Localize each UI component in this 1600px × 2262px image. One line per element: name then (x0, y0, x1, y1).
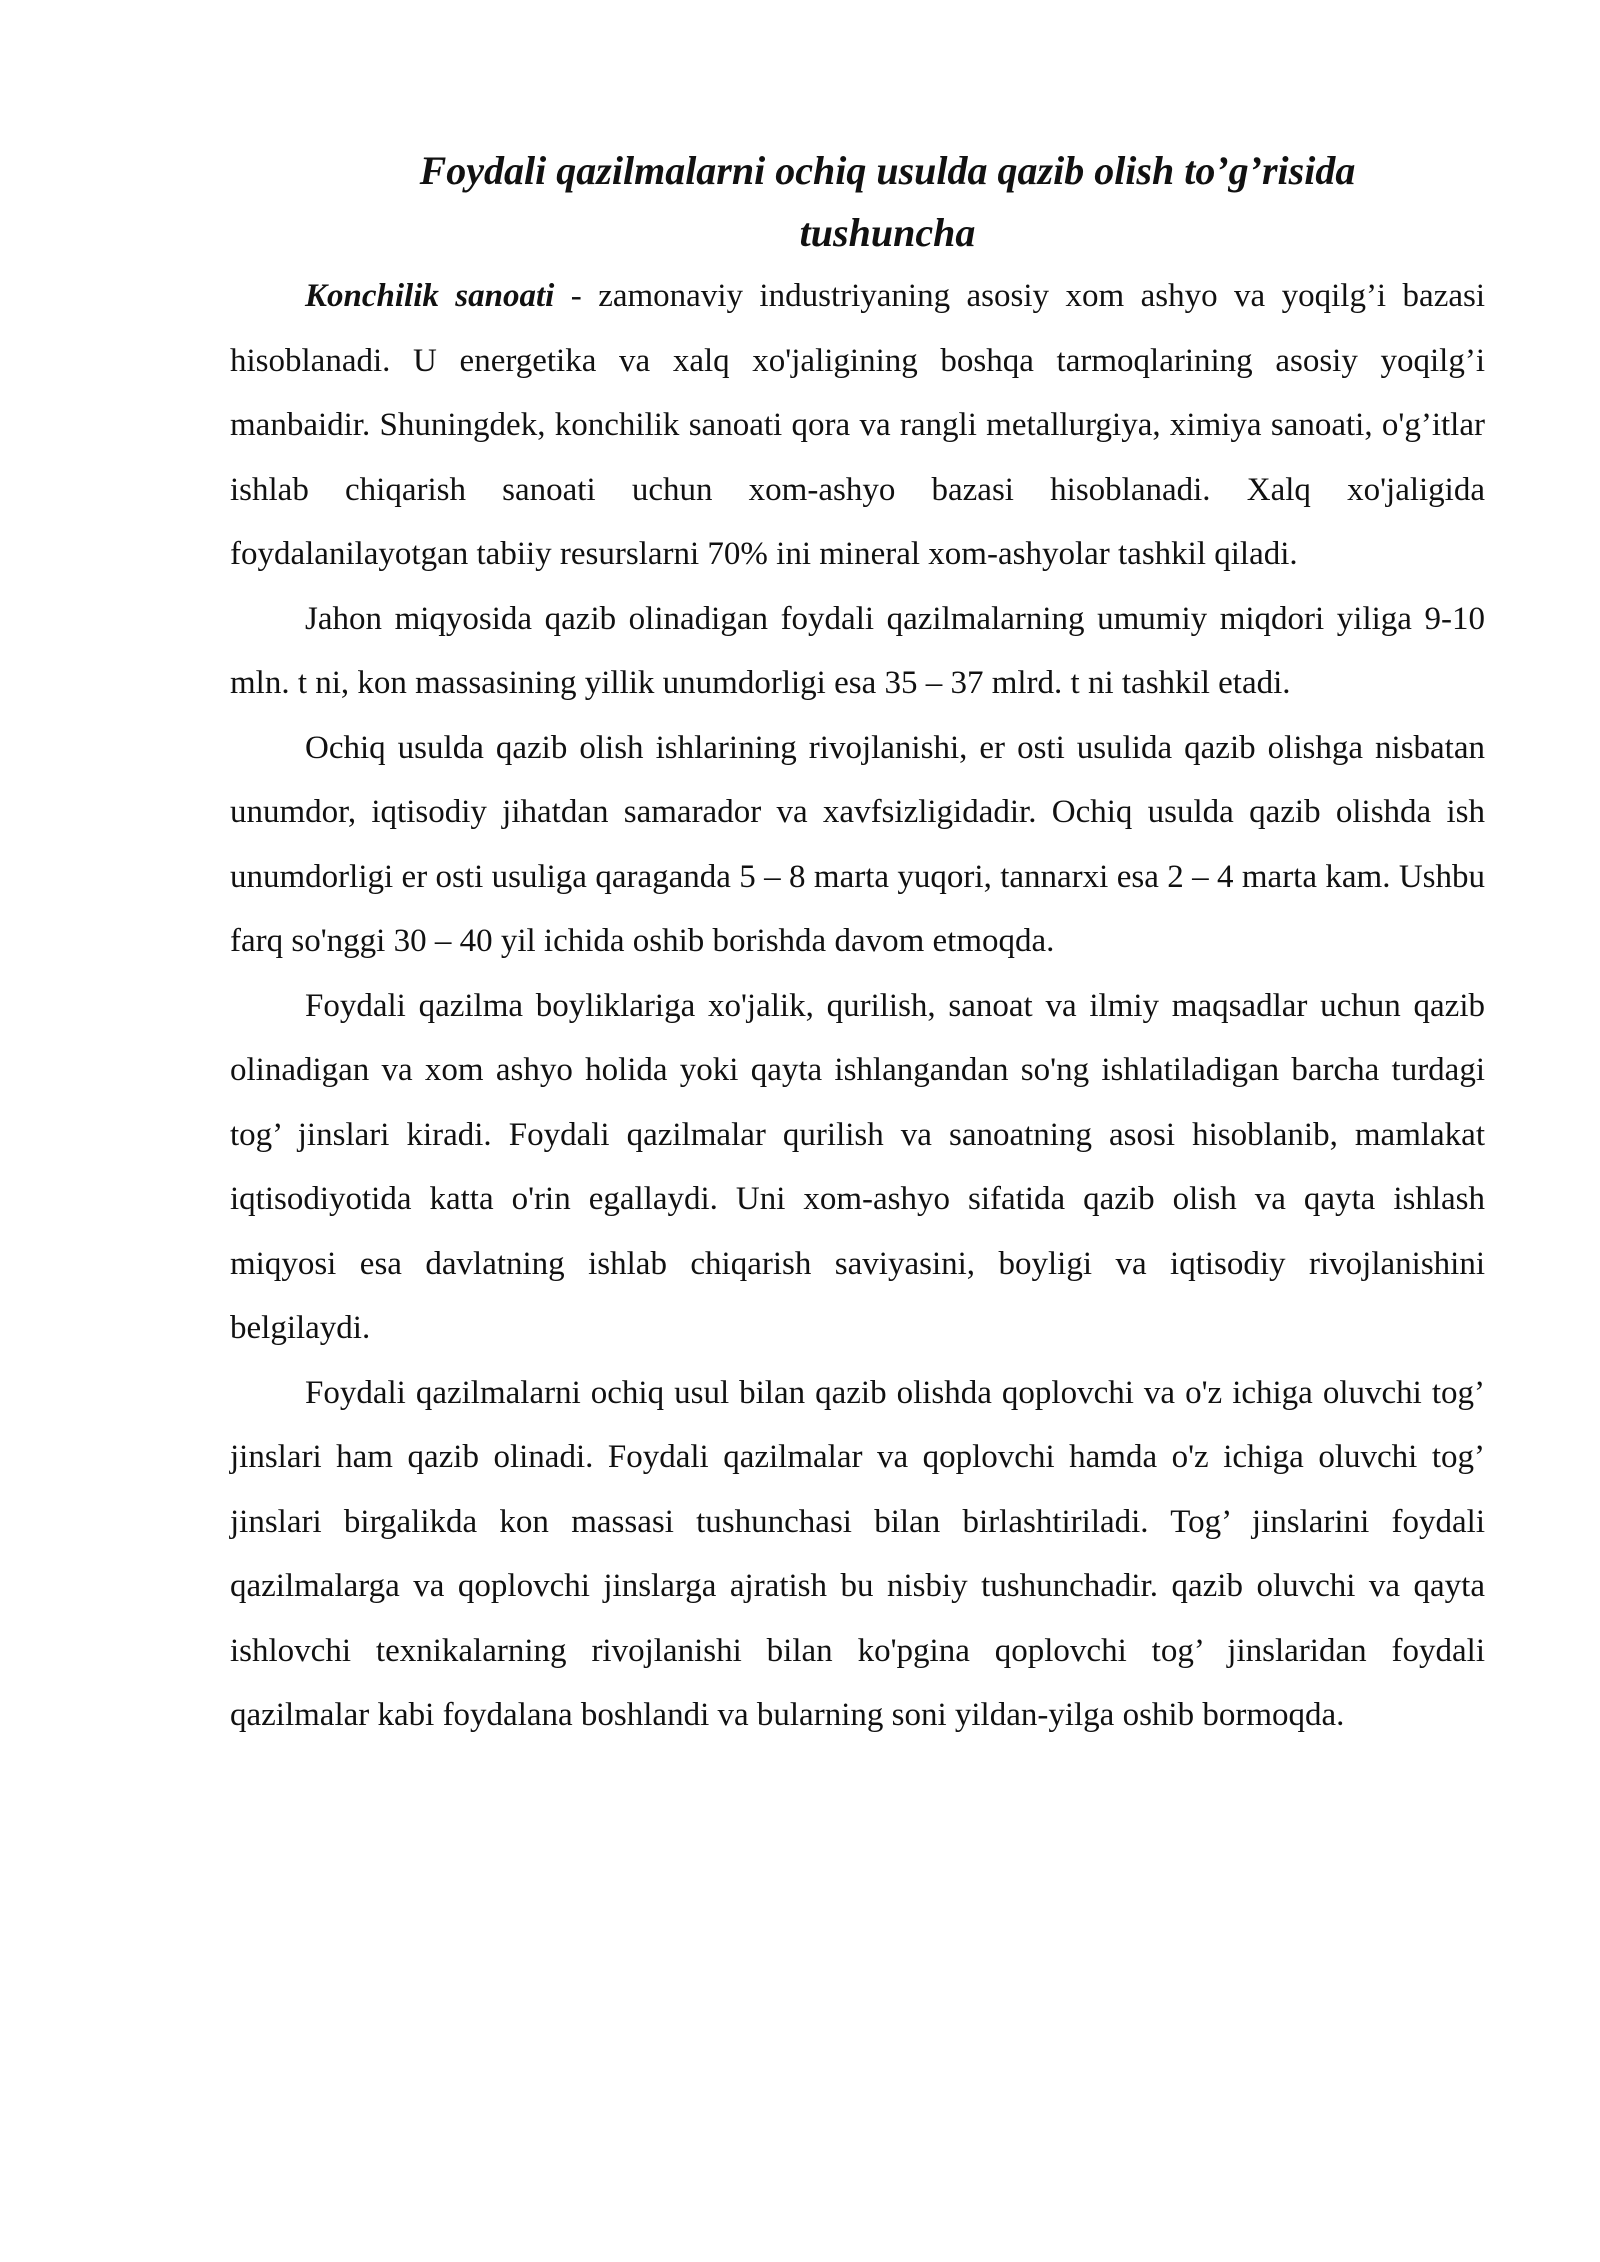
paragraph-4: Foydali qazilma boyliklariga xo'jalik, qurilish, sanoat va ilmiy maqsadlar uchun qazib olinadigan va xom ashyo holida yoki qayta ishlangandan so'ng ishlatiladigan barcha turdagi tog’ jinslari kiradi. Foydali qazilmalar qurilish va sanoatning asosi hisoblanib, mamlakat iqtisodiyotida katta o'rin egallaydi. Uni xom-ashyo sifatida qazib olish va qayta ishlash miqyosi esa davlatning ishlab chiqarish saviyasini, boyligi va iqtisodiy rivojlanishini belgilaydi. (230, 987, 1485, 1346)
paragraph-1 (230, 264, 1485, 587)
paragraph-1-text: - zamonaviy industriyaning asosiy xom ashyo va yoqilg’i bazasi hisoblanadi. U energetika va xalq xo'jaligining boshqa tarmoqlarining asosiy yoqilg’i manbaidir. Shuningdek, konchilik sanoati qora va rangli metallurgiya, ximiya sanoati, o'g’itlar ishlab chiqarish sanoati uchun xom-ashyo bazasi hisoblanadi. Xalq xo'jaligida foydalanilayotgan tabiiy resurslarni 70% ini mineral xom-ashyolar tashkil qiladi. (230, 278, 1485, 572)
title-line-2: tushuncha (799, 210, 976, 255)
paragraph-1-lead-term: Konchilik sanoati (305, 278, 555, 314)
paragraph-3: Ochiq usulda qazib olish ishlarining rivojlanishi, er osti usulida qazib olishga nisbatan unumdor, iqtisodiy jihatdan samarador va xavfsizligidadir. Ochiq usulda qazib olishda ish unumdorligi er osti usuliga qaraganda 5 – 8 marta yuqori, tannarxi esa 2 – 4 marta kam. Ushbu farq so'nggi 30 – 40 yil ichida oshib borishda davom etmoqda. (230, 729, 1485, 959)
paragraph-2: Jahon miqyosida qazib olinadigan foydali qazilmalarning umumiy miqdori yiliga 9-10 mln. t ni, kon massasining yillik unumdorligi esa 35 – 37 mlrd. t ni tashkil etadi. (230, 600, 1485, 701)
document-title (230, 140, 1485, 264)
document-page (230, 140, 1485, 1748)
title-line-1: Foydali qazilmalarni ochiq usulda qazib olish to’g’risida (419, 148, 1356, 193)
paragraph-5: Foydali qazilmalarni ochiq usul bilan qazib olishda qoplovchi va o'z ichiga oluvchi tog’ jinslari ham qazib olinadi. Foydali qazilmalar va qoplovchi hamda o'z ichiga oluvchi tog’ jinslari birgalikda kon massasi tushunchasi bilan birlashtiriladi. Tog’ jinslarini foydali qazilmalarga va qoplovchi jinslarga ajratish bu nisbiy tushunchadir. qazib oluvchi va qayta ishlovchi texnikalarning rivojlanishi bilan ko'pgina qoplovchi tog’ jinslaridan foydali qazilmalar kabi foydalana boshlandi va bularning soni yildan-yilga oshib bormoqda. (230, 1374, 1485, 1733)
